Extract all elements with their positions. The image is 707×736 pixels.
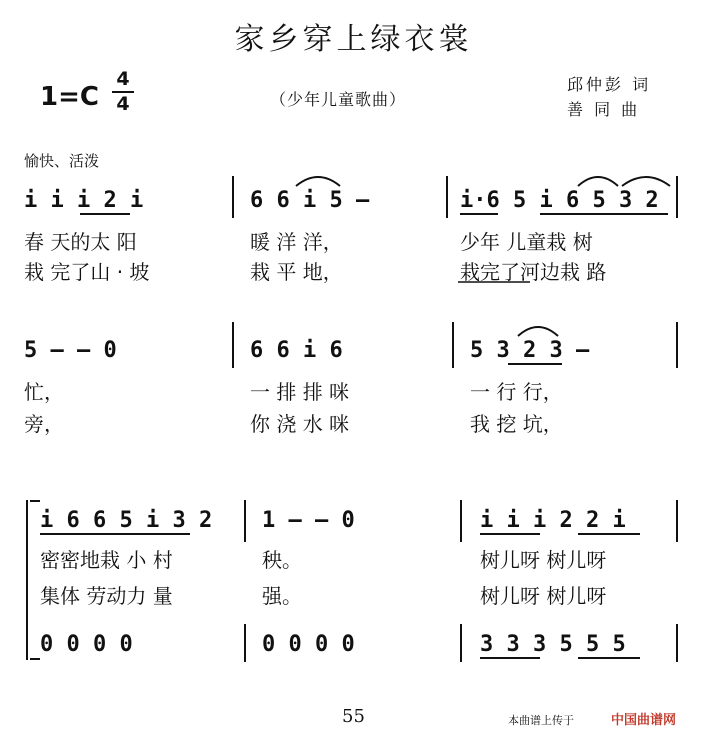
lyric-s3-v2-m3: 树儿呀 树儿呀 xyxy=(480,584,607,608)
song-title: 家乡穿上绿衣裳 xyxy=(234,22,473,57)
lyricist-credit: 邱仲彭 词 xyxy=(567,75,652,94)
site-logo: 中国曲谱网 xyxy=(611,713,677,728)
lyric-s1-v1-m3: 少年 儿童栽 树 xyxy=(460,230,593,254)
lyric-s3-v2-m2: 强。 xyxy=(262,584,302,608)
notes-s2-m2: 6 6 i 6 xyxy=(250,338,343,363)
lower-notes-m3: 3 3 3 5 5 5 xyxy=(480,632,626,657)
lower-notes-m2: 0 0 0 0 xyxy=(262,632,355,657)
time-numerator: 4 xyxy=(116,68,130,90)
lyric-s2-v1-m3: 一 行 行， xyxy=(470,380,563,404)
notes-s3-m2: 1 — — 0 xyxy=(262,508,355,533)
notes-s3-m3: i i i 2 2 i xyxy=(480,508,626,533)
lyric-s3-v2-m1: 集体 劳动力 量 xyxy=(40,584,173,608)
upload-note: 本曲谱上传于 xyxy=(508,714,574,727)
lyric-s1-v1-m2: 暖 洋 洋， xyxy=(250,230,343,254)
tempo-marking: 愉快、活泼 xyxy=(24,152,100,170)
lyric-s3-v1-m2: 秧。 xyxy=(262,548,302,572)
lyric-s2-v1-m2: 一 排 排 咪 xyxy=(250,380,350,404)
lyric-s1-v2-m2: 栽 平 地， xyxy=(250,260,343,284)
notes-s2-m1: 5 — — 0 xyxy=(24,338,117,363)
lyric-s2-v1-m1: 忙， xyxy=(24,380,64,404)
notes-s1-m3: i·6 5 i 6 5 3 2 xyxy=(460,188,659,213)
composer-credit: 善 同 曲 xyxy=(567,100,641,119)
lyric-s1-v2-m1: 栽 完了山 · 坡 xyxy=(24,260,150,284)
lyric-s3-v1-m3: 树儿呀 树儿呀 xyxy=(480,548,607,572)
page-number: 55 xyxy=(342,706,365,727)
lyric-s1-v1-m1: 春 天的太 阳 xyxy=(24,230,137,254)
lyric-s2-v2-m3: 我 挖 坑， xyxy=(470,412,563,436)
song-subtitle: （少年儿童歌曲） xyxy=(270,90,407,109)
notes-s1-m2: 6 6 i 5 — xyxy=(250,188,370,213)
lower-notes-m1: 0 0 0 0 xyxy=(40,632,133,657)
notes-s2-m3: 5 3 2 3 — xyxy=(470,338,590,363)
key-signature: 1=C xyxy=(40,82,99,112)
time-denominator: 4 xyxy=(116,93,130,115)
lyric-s2-v2-m1: 旁， xyxy=(24,412,64,436)
lyric-s2-v2-m2: 你 浇 水 咪 xyxy=(250,412,350,436)
lyric-s1-v2-m3: 栽完了河边栽 路 xyxy=(460,260,607,284)
lyric-s3-v1-m1: 密密地栽 小 村 xyxy=(40,548,173,572)
notes-s3-m1: i 6 6 5 i 3 2 xyxy=(40,508,213,533)
notes-s1-m1: i i i 2 i xyxy=(24,188,144,213)
